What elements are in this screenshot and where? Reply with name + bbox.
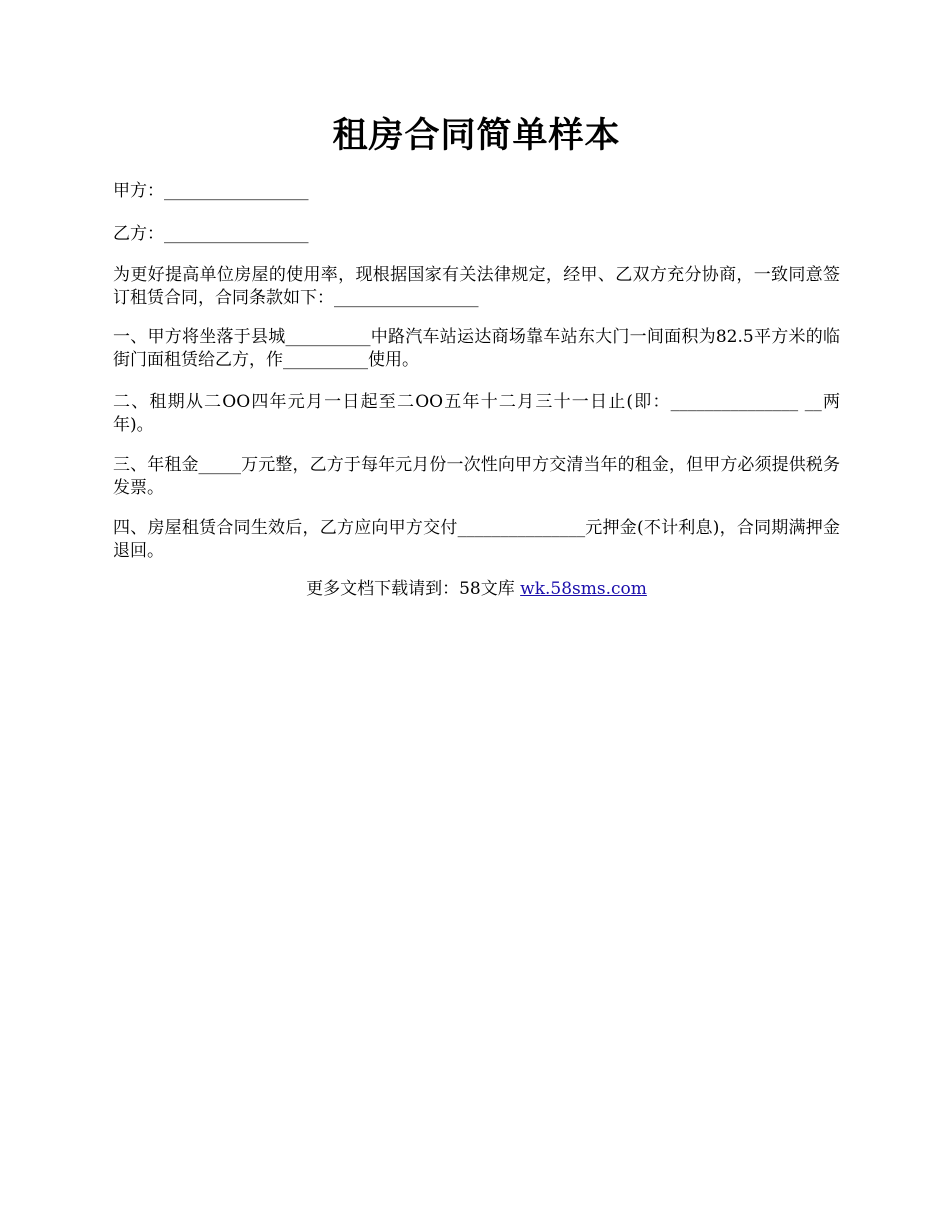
intro-paragraph: 为更好提高单位房屋的使用率，现根据国家有关法律规定，经甲、乙双方充分协商，一致同意签订租赁合同，合同条款如下：_________________ (113, 265, 840, 308)
footer-prefix: 更多文档下载请到：58文库 (306, 579, 521, 599)
clause-3: 三、年租金_____万元整，乙方于每年元月份一次性向甲方交清当年的租金，但甲方必须提供税务发票。 (113, 455, 840, 498)
document-title: 租房合同简单样本 (332, 115, 621, 156)
clause-2: 二、租期从二OO四年元月一日起至二OO五年十二月三十一日止(即：_______________ __两年)。 (113, 392, 840, 435)
clause-1: 一、甲方将坐落于县城__________中路汽车站运达商场靠车站东大门一间面积为82.5平方米的临街门面租赁给乙方，作__________使用。 (113, 327, 840, 370)
party-b-line: 乙方：_________________ (113, 224, 309, 244)
footer-link[interactable]: wk.58sms.com (520, 579, 647, 599)
party-a-line: 甲方：_________________ (113, 181, 309, 201)
footer-download-note (113, 578, 840, 601)
clause-4: 四、房屋租赁合同生效后，乙方应向甲方交付_______________元押金(不计利息)，合同期满押金退回。 (113, 518, 840, 561)
